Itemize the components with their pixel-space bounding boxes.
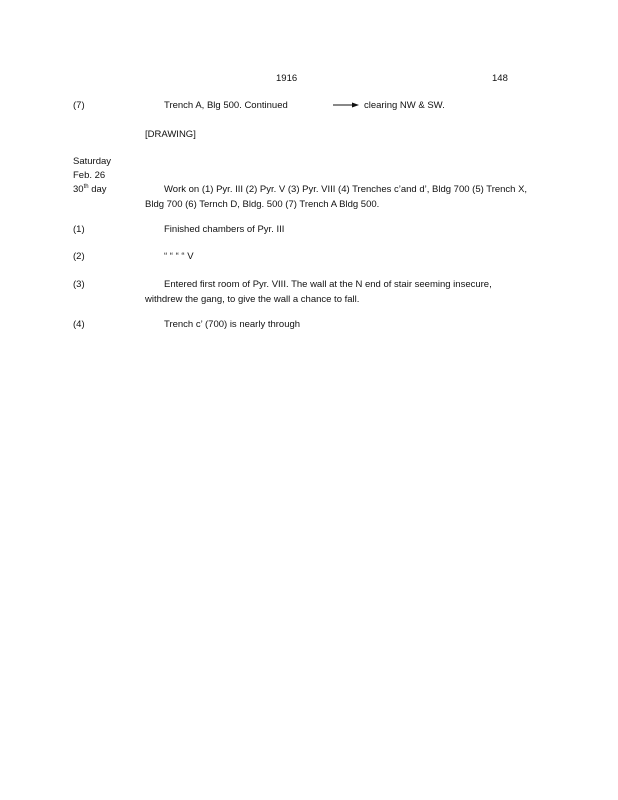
entry-line-2: withdrew the gang, to give the wall a chance to fall. — [145, 294, 360, 305]
work-line-2: Bldg 700 (6) Ternch D, Bldg. 500 (7) Trench A Bldg 500. — [145, 199, 380, 210]
entry-number: (4) — [73, 319, 85, 330]
right-arrow-icon — [333, 101, 359, 109]
work-line-1: Work on (1) Pyr. III (2) Pyr. V (3) Pyr. VIII (4) Trenches c’and d’, Bldg 700 (5) Trench X, — [164, 184, 528, 195]
day-count — [73, 184, 107, 195]
header-year: 1916 — [276, 73, 298, 84]
entry-number: (7) — [73, 100, 85, 111]
day-number: 30 — [73, 184, 84, 195]
entry-line-1: Entered first room of Pyr. VIII. The wall at the N end of stair seeming insecure, — [164, 279, 492, 290]
entry-number: (1) — [73, 224, 85, 235]
work-paragraph — [145, 182, 545, 212]
date: Feb. 26 — [73, 170, 106, 181]
weekday: Saturday — [73, 156, 112, 167]
entry-number: (3) — [73, 279, 85, 290]
entry-text: Finished chambers of Pyr. III — [164, 224, 285, 235]
entry-text: Trench c’ (700) is nearly through — [164, 319, 301, 330]
entry-paragraph — [145, 277, 545, 307]
page-number: 148 — [492, 73, 508, 84]
entry-text: Trench A, Blg 500. Continued — [164, 100, 288, 111]
drawing-note: [DRAWING] — [145, 129, 196, 140]
entry-text: “ “ “ “ V — [164, 251, 194, 262]
day-word: day — [88, 184, 107, 195]
entry-arrow-text: clearing NW & SW. — [364, 100, 445, 111]
day-suffix: th — [83, 184, 89, 190]
entry-number: (2) — [73, 251, 85, 262]
